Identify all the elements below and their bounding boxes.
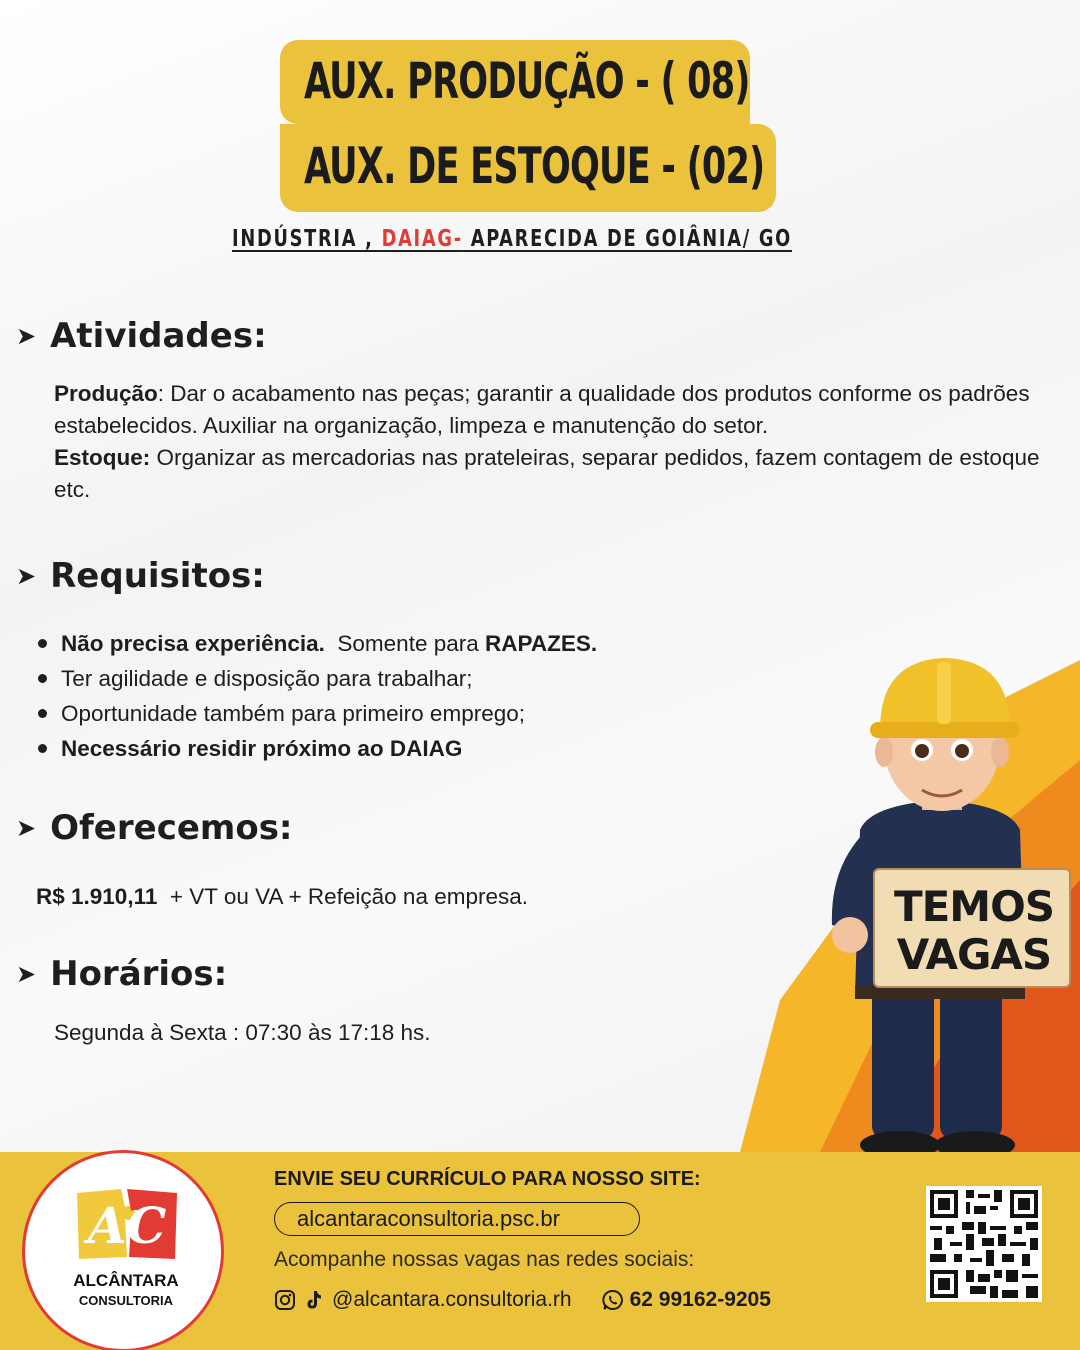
temos-vagas-sign xyxy=(873,868,1071,988)
logo-subtitle: CONSULTORIA xyxy=(78,1293,174,1308)
location-highlight: DAIAG- xyxy=(381,226,463,252)
list-item: Necessário residir próximo ao DAIAG xyxy=(38,731,758,766)
producao-label: Produção xyxy=(54,381,158,406)
producao-text: : Dar o acabamento nas peças; garantir a qualidade dos produtos conforme os padrões estabelecidos. Auxiliar na organização, limpeza e manutenção do setor. xyxy=(54,381,1030,438)
list-item: Ter agilidade e disposição para trabalhar; xyxy=(38,661,758,696)
social-handle[interactable]: @alcantara.consultoria.rh xyxy=(332,1288,572,1311)
logo-puzzle-icon xyxy=(71,1183,183,1265)
requisitos-list xyxy=(38,626,758,766)
social-caption: Acompanhe nossas vagas nas redes sociais: xyxy=(274,1248,695,1271)
arrow-bullet-icon: ➤ xyxy=(16,562,37,590)
section-requisitos-title: ➤ Requisitos: xyxy=(16,556,265,596)
section-atividades-title: ➤ Atividades: xyxy=(16,316,267,356)
job-title-stock: AUX. DE ESTOQUE - (02) xyxy=(304,137,765,195)
list-item: Oportunidade também para primeiro emprego; xyxy=(38,696,758,731)
company-logo xyxy=(22,1150,224,1350)
phone-contact[interactable] xyxy=(602,1288,771,1312)
benefits-text: + VT ou VA + Refeição na empresa. xyxy=(157,884,528,909)
footer-heading: ENVIE SEU CURRÍCULO PARA NOSSO SITE: xyxy=(274,1168,701,1190)
location-city: APARECIDA DE GOIÂNIA/ GO xyxy=(462,226,793,252)
section-oferecemos-title: ➤ Oferecemos: xyxy=(16,808,293,848)
location-line xyxy=(232,226,793,252)
phone-number: 62 99162-9205 xyxy=(629,1288,771,1311)
list-item: Não precisa experiência. Somente para RAPAZES. xyxy=(38,626,758,661)
estoque-text: Organizar as mercadorias nas prateleiras, separar pedidos, fazem contagem de estoque etc. xyxy=(54,445,1040,502)
salary-value: R$ 1.910,11 xyxy=(36,884,158,909)
estoque-label: Estoque: xyxy=(54,445,151,470)
sign-line1: TEMOS xyxy=(893,882,1055,931)
tiktok-icon[interactable] xyxy=(304,1289,324,1311)
arrow-bullet-icon: ➤ xyxy=(16,322,37,350)
instagram-icon[interactable] xyxy=(274,1289,296,1311)
site-link[interactable]: alcantaraconsultoria.psc.br xyxy=(274,1202,640,1236)
section-horarios-title: ➤ Horários: xyxy=(16,954,228,994)
social-row xyxy=(274,1286,771,1314)
location-industry: INDÚSTRIA , xyxy=(232,226,382,252)
arrow-bullet-icon: ➤ xyxy=(16,814,37,842)
job-title-production: AUX. PRODUÇÃO - ( 08) xyxy=(304,52,750,110)
oferecemos-text xyxy=(36,884,528,910)
svg-text:AC: AC xyxy=(87,1196,167,1255)
whatsapp-icon xyxy=(602,1289,624,1311)
qr-code-icon[interactable] xyxy=(926,1186,1042,1302)
arrow-bullet-icon: ➤ xyxy=(16,960,37,988)
sign-line2: VAGAS xyxy=(896,930,1052,979)
logo-name: ALCÂNTARA xyxy=(73,1271,179,1290)
horarios-text: Segunda à Sexta : 07:30 às 17:18 hs. xyxy=(54,1020,431,1045)
atividades-text xyxy=(54,378,1044,506)
